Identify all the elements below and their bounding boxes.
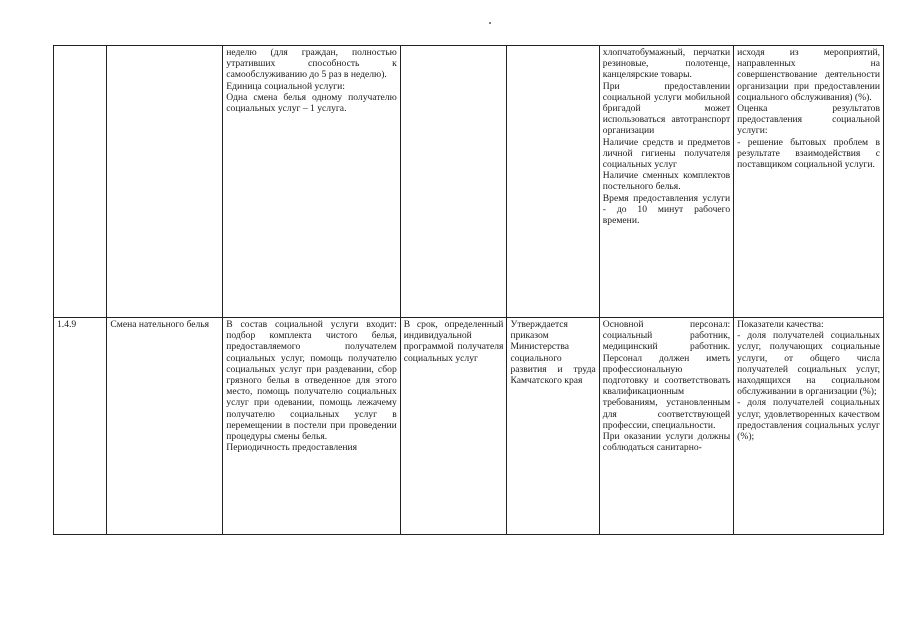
cell-number	[54, 318, 107, 535]
text-line: Время предоставления услуги - до 10 минут рабочего времени.	[602, 192, 731, 227]
text-line: Показатели качества:	[737, 319, 824, 330]
scan-speck	[489, 22, 491, 24]
text-line: Одна смена белья одному получателю социальных услуг – 1 услуга.	[226, 91, 397, 115]
text-line: Основной персонал: социальный работник, медицинский работник. Персонал должен иметь профессиональную подготовку и соответствовать квалификационным требованиям, установленным для соответствующей профессии, специальности.	[602, 319, 731, 431]
text-line: При предоставлении социальной услуги мобильной бригадой может использоваться автотранспорт организации	[602, 80, 731, 137]
text-line: Наличие сменных комплектов постельного белья.	[602, 170, 731, 193]
item-number: 1.4.9	[57, 319, 77, 330]
text-line: Периодичность предоставления	[226, 442, 358, 454]
cell-service-name	[107, 46, 223, 318]
text-line: Наличие средств и предметов личной гигиены получателя социальных услуг	[602, 136, 731, 171]
service-term: В срок, определенный индивидуальной программой получателя социальных услуг	[403, 319, 504, 364]
service-tariff: Утверждается приказом Министерства социального развития и труда Камчатского края	[510, 319, 596, 387]
text-line: При оказании услуги должны соблюдаться санитарно-	[602, 431, 731, 454]
text-line: - решение бытовых проблем в результате взаимодействия с поставщиком социальной услуги.	[737, 136, 880, 171]
table-row-continued	[54, 46, 884, 318]
text-line: - доля получателей социальных услуг, получающих социальные услуги, от общего числа получателей социальных услуг, находящихся на социальном обслуживании в организации (%);	[737, 330, 880, 398]
text-line: В состав социальной услуги входит: подбор комплекта чистого белья, предоставляемого получателем социальных услуг, помощь получателю социальных услуг при раздевании, сбор грязного белья в отведенное для этого место, помощь получателю социальных услуг при одевании, помощь лежачему получателю социальных услуг в перемещении в постели при проведении процедуры смены белья.	[226, 319, 397, 443]
cell-conditions	[599, 318, 733, 535]
service-name: Смена нательного белья	[110, 319, 210, 330]
cell-description	[223, 46, 400, 318]
cell-term	[400, 46, 507, 318]
cell-quality	[734, 318, 884, 535]
social-services-table	[53, 45, 884, 535]
cell-service-name	[107, 318, 223, 535]
text-line: исходя из мероприятий, направленных на совершенствование деятельности организации при предоставлении социального обслуживания) (%).	[737, 47, 880, 103]
cell-quality	[734, 46, 884, 318]
cell-tariff	[507, 46, 599, 318]
text-line: Оценка результатов предоставления социальной услуги:	[737, 103, 880, 137]
cell-number	[54, 46, 107, 318]
text-line: - доля получателей социальных услуг, удовлетворенных качеством предоставления социальных услуг (%);	[737, 397, 880, 443]
cell-tariff	[507, 318, 599, 535]
cell-term	[400, 318, 507, 535]
text-line: неделю (для граждан, полностью утративших способность к самообслуживанию до 5 раз в неделю).	[226, 47, 397, 81]
text-line: хлопчатобумажный, перчатки резиновые, полотенце, канцелярские товары.	[602, 47, 731, 81]
table-row-1-4-9	[54, 318, 884, 535]
text-line: Единица социальной услуги:	[226, 80, 345, 92]
cell-conditions	[599, 46, 733, 318]
cell-description	[223, 318, 400, 535]
